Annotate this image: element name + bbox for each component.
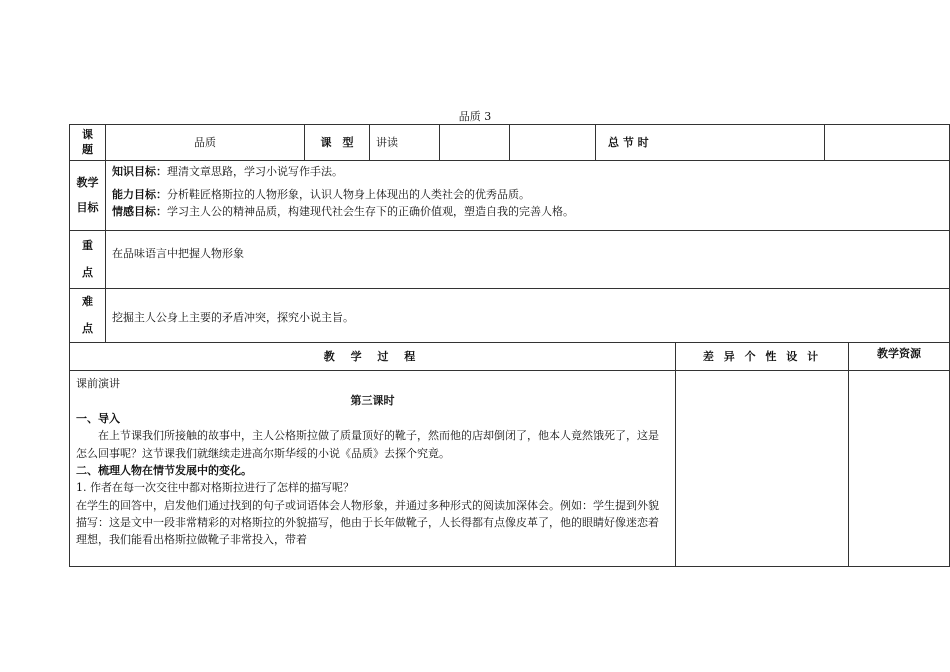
question-1: 1. 作者在每一次交往中都对格斯拉进行了怎样的描写呢？ [76,481,354,495]
total-hours-value [825,125,950,161]
key-point-label: 重 点 [70,231,106,289]
objective-ability: 能力目标：分析鞋匠格斯拉的人物形象，认识人物身上体现出的人类社会的优秀品质。 [112,188,530,202]
difficulty-row [70,289,950,343]
discussion-paragraph: 在学生的回答中，启发他们通过找到的句子或词语体会人物形象，并通过多种形式的阅读加深体会。例如：学生提到外貌描写：这是文中一段非常精彩的对格斯拉的外貌描写，他由于长年做靴子，人长得都有点像皮革了，他的眼睛好像迷恋着理想，我们能看出格斯拉做靴子非常投入，带着 [76,498,659,547]
objectives-content [106,161,950,231]
objectives-row [70,161,950,231]
section1-heading: 一、导入 [76,411,120,425]
differentiation-header: 差 异 个 性 设 计 [676,343,849,371]
process-header-row [70,343,950,371]
type-value: 讲读 [370,125,440,161]
blank-cell-2 [510,125,596,161]
objective-emotion: 情感目标：学习主人公的精神品质，构建现代社会生存下的正确价值观，塑造自我的完善人格。 [112,205,574,219]
process-content [70,371,676,567]
objective-knowledge: 知识目标：理清文章思路，学习小说写作手法。 [112,165,343,178]
total-hours-label: 总 节 时 [596,125,825,161]
page-title: 品质 3 [458,110,492,123]
resources-header: 教学资源 [849,343,950,371]
difficulty-text: 挖掘主人公身上主要的矛盾冲突，探究小说主旨。 [106,289,950,343]
blank-cell-1 [440,125,510,161]
differentiation-content [676,371,849,567]
lesson-plan-table [69,124,950,567]
section1-body: 在上节课我们所接触的故事中，主人公格斯拉做了质量顶好的靴子，然而他的店却倒闭了，他本人竟然饿死了，这是怎么回事呢？这节课我们就继续走进高尔斯华绥的小说《品质》去探个究竟。 [76,429,659,460]
process-row [70,371,950,567]
header-row [70,125,950,161]
course-label: 课 题 [70,125,106,161]
warmup-line: 课前演讲 [76,377,120,390]
resources-content [849,371,950,567]
lesson-title: 第三课时 [350,394,395,408]
key-point-row [70,231,950,289]
type-label: 课 型 [305,125,370,161]
difficulty-label: 难 点 [70,289,106,343]
section2-heading: 二、梳理人物在情节发展中的变化。 [76,463,252,477]
key-point-text: 在品味语言中把握人物形象 [106,231,950,289]
course-name: 品质 [106,125,305,161]
process-header: 教 学 过 程 [70,343,676,371]
objectives-label: 教学 目标 [70,161,106,231]
